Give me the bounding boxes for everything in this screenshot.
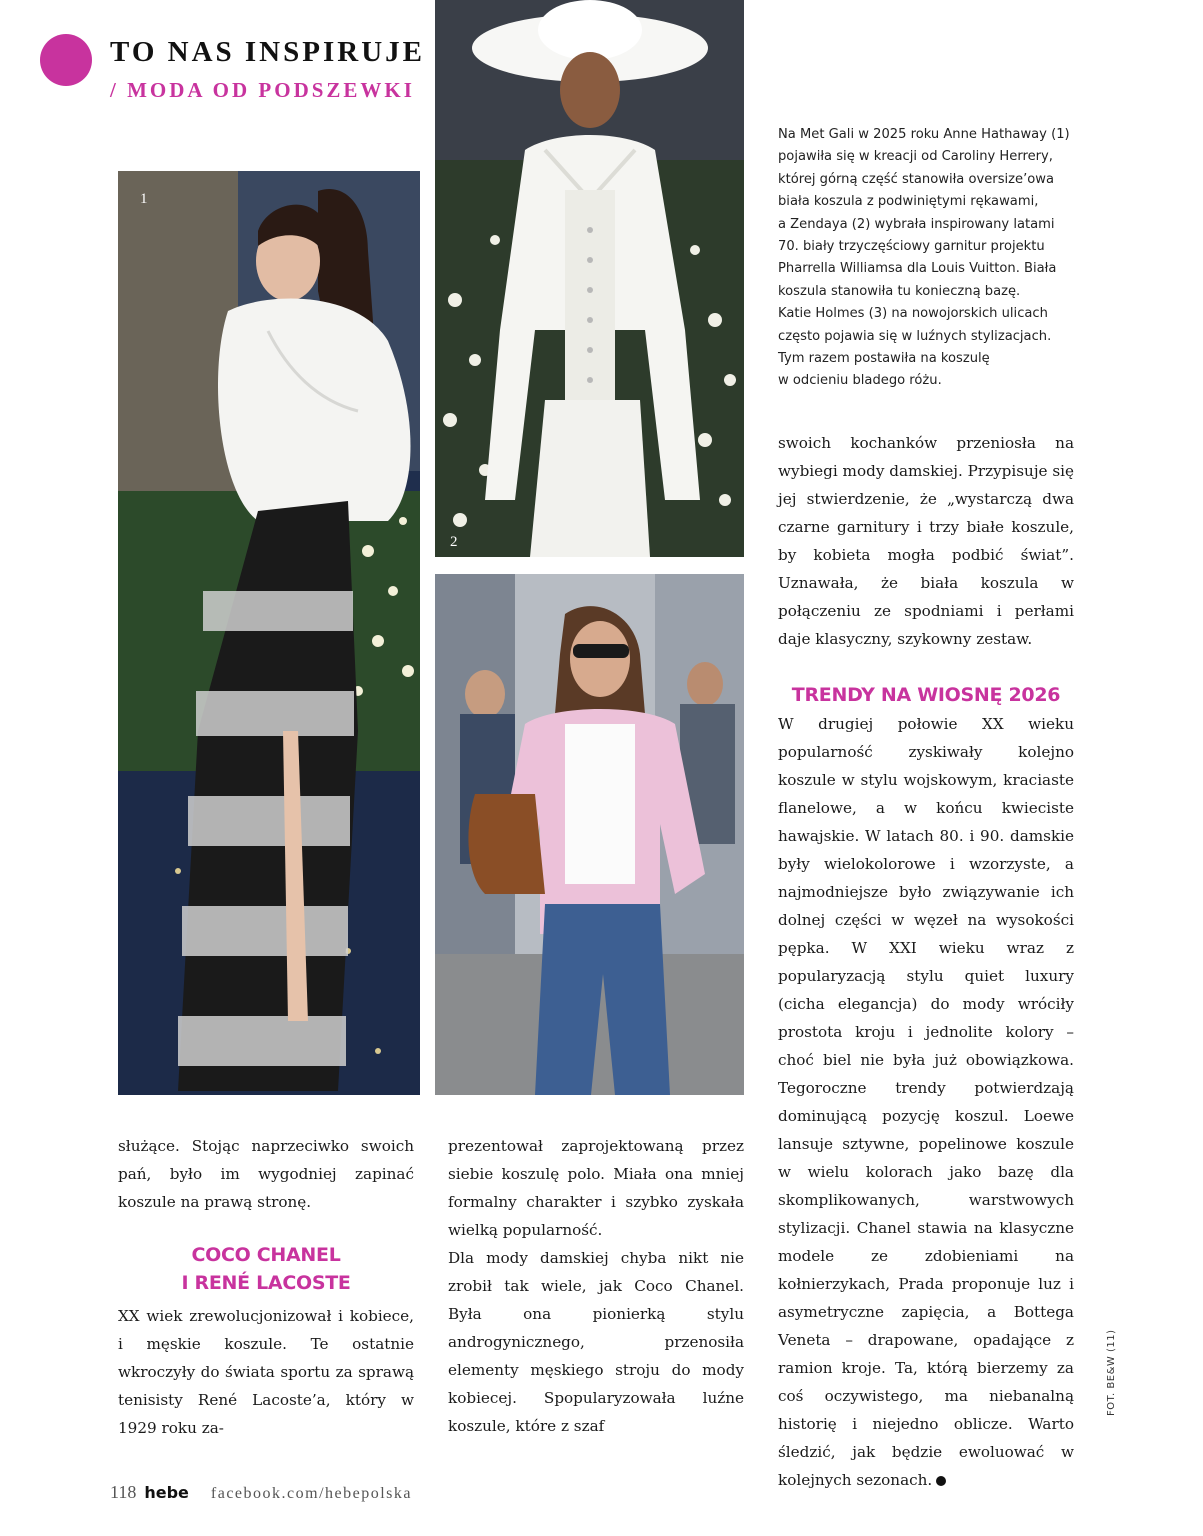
- caption-line: w odcieniu bladego różu.: [778, 373, 942, 389]
- caption-line: pojawiła się w kreacji od Caroliny Herrery,: [778, 149, 1053, 165]
- section-subkicker: / MODA OD PODSZEWKI: [110, 78, 415, 102]
- left-column-body: [118, 1302, 414, 1442]
- photo-zendaya: [435, 0, 744, 557]
- section-heading-coco-chanel: [118, 1241, 414, 1297]
- right-column-top: [778, 429, 1074, 653]
- photo-number: 2: [450, 534, 458, 550]
- caption-line: biała koszula z podwiniętymi rękawami,: [778, 194, 1039, 210]
- photo-katie-holmes: [435, 574, 744, 1095]
- paragraph: Dla mody damskiej chyba nikt nie zrobił tak wiele, jak Coco Chanel. Była ona pionierką stylu androgynicznego, przenosiła elementy męskiego stroju do mody kobiecej. Spopularyzowała luźne koszule, które z szaf: [448, 1249, 744, 1435]
- accent-dot: [40, 34, 92, 86]
- heading-line: COCO CHANEL: [191, 1244, 341, 1266]
- middle-column: [448, 1132, 744, 1440]
- caption-line: a Zendaya (2) wybrała inspirowany latami: [778, 216, 1055, 232]
- photo-anne-hathaway: [118, 171, 420, 1095]
- page-number: 118: [110, 1482, 137, 1502]
- footer-url: facebook.com/hebepolska: [210, 1485, 412, 1502]
- caption-line: Na Met Gali w 2025 roku Anne Hathaway (1): [778, 127, 1070, 142]
- caption-line: często pojawia się w luźnych stylizacjach.: [778, 328, 1052, 344]
- photo-caption: [778, 124, 1098, 393]
- paragraph-text: W drugiej połowie XX wieku popularność zyskiwały kolejno koszule w stylu wojskowym, kraciaste flanelowe, a w końcu kwieciste hawajskie. W latach 80. i 90. damskie były wielokolorowe i wzorzyste, a najmodniejsze było związywanie ich dolnej części w węzeł na wysokości pępka. W XXI wieku wraz z popularyzacją stylu quiet luxury (cicha elegancja) do mody wróciły prostota kroju i jednolite kolory – choć biel nie była już obowiązkowa. Tegoroczne trendy potwierdzają dominującą pozycję koszul. Loewe lansuje sztywne, popelinowe koszule w wielu kolorach jako bazę dla skomplikowanych, warstwowych stylizacji. Chanel stawia na klasyczne modele ze zdobieniami na kołnierzykach, Prada proponuje luz i asymetryczne zapięcia, a Bottega Veneta – drapowane, opadające z ramion kroje. Ta, którą bierzemy za coś oczywistego, ma niebanalną historię i niejedno oblicze. Warto śledzić, jak będzie ewoluować w kolejnych sezonach.: [778, 715, 1074, 1489]
- caption-line: której górną część stanowiła oversize’owa: [778, 171, 1054, 187]
- caption-line: Pharrella Williamsa dla Louis Vuitton. Biała: [778, 261, 1057, 277]
- caption-line: 70. biały trzyczęściowy garnitur projektu: [778, 239, 1045, 255]
- caption-line: Katie Holmes (3) na nowojorskich ulicach: [778, 306, 1048, 322]
- left-column-intro: [118, 1132, 414, 1216]
- section-heading-trendy: TRENDY NA WIOSNĘ 2026: [791, 684, 1061, 706]
- paragraph: XX wiek zrewolucjonizował i kobiece, i męskie koszule. Te ostatnie wkroczyły do świata sportu za sprawą tenisisty René Lacoste’a, który w 1929 roku za-: [118, 1307, 414, 1437]
- end-mark-icon: [936, 1476, 946, 1486]
- paragraph: służące. Stojąc naprzeciwko swoich pań, było im wygodniej zapinać koszule na prawą stronę.: [118, 1137, 414, 1211]
- heading-line: I RENÉ LACOSTE: [181, 1272, 351, 1294]
- paragraph: swoich kochanków przeniosła na wybiegi mody damskiej. Przypisuje się jej stwierdzenie, że „wystarczą dwa czarne garnitury i trzy białe koszule, by kobieta mogła podbić świat”. Uznawała, że biała koszula w połączeniu ze spodniami i perłami daje klasyczny, szykowny zestaw.: [778, 434, 1074, 648]
- section-kicker: TO NAS INSPIRUJE: [110, 36, 425, 68]
- magazine-brand: hebe: [144, 1483, 189, 1502]
- caption-line: Tym razem postawiła na koszulę: [778, 351, 990, 367]
- right-column-body: [778, 710, 1074, 1494]
- caption-line: koszula stanowiła tu konieczną bazę.: [778, 283, 1021, 299]
- photo-credit: FOT. BE&W (11): [1106, 1329, 1117, 1416]
- paragraph: [778, 710, 1074, 1494]
- photo-number: 1: [140, 191, 148, 207]
- page-footer: [110, 1482, 412, 1503]
- paragraph: prezentował zaprojektowaną przez siebie koszulę polo. Miała ona mniej formalny charakter i szybko zyskała wielką popularność.: [448, 1137, 744, 1239]
